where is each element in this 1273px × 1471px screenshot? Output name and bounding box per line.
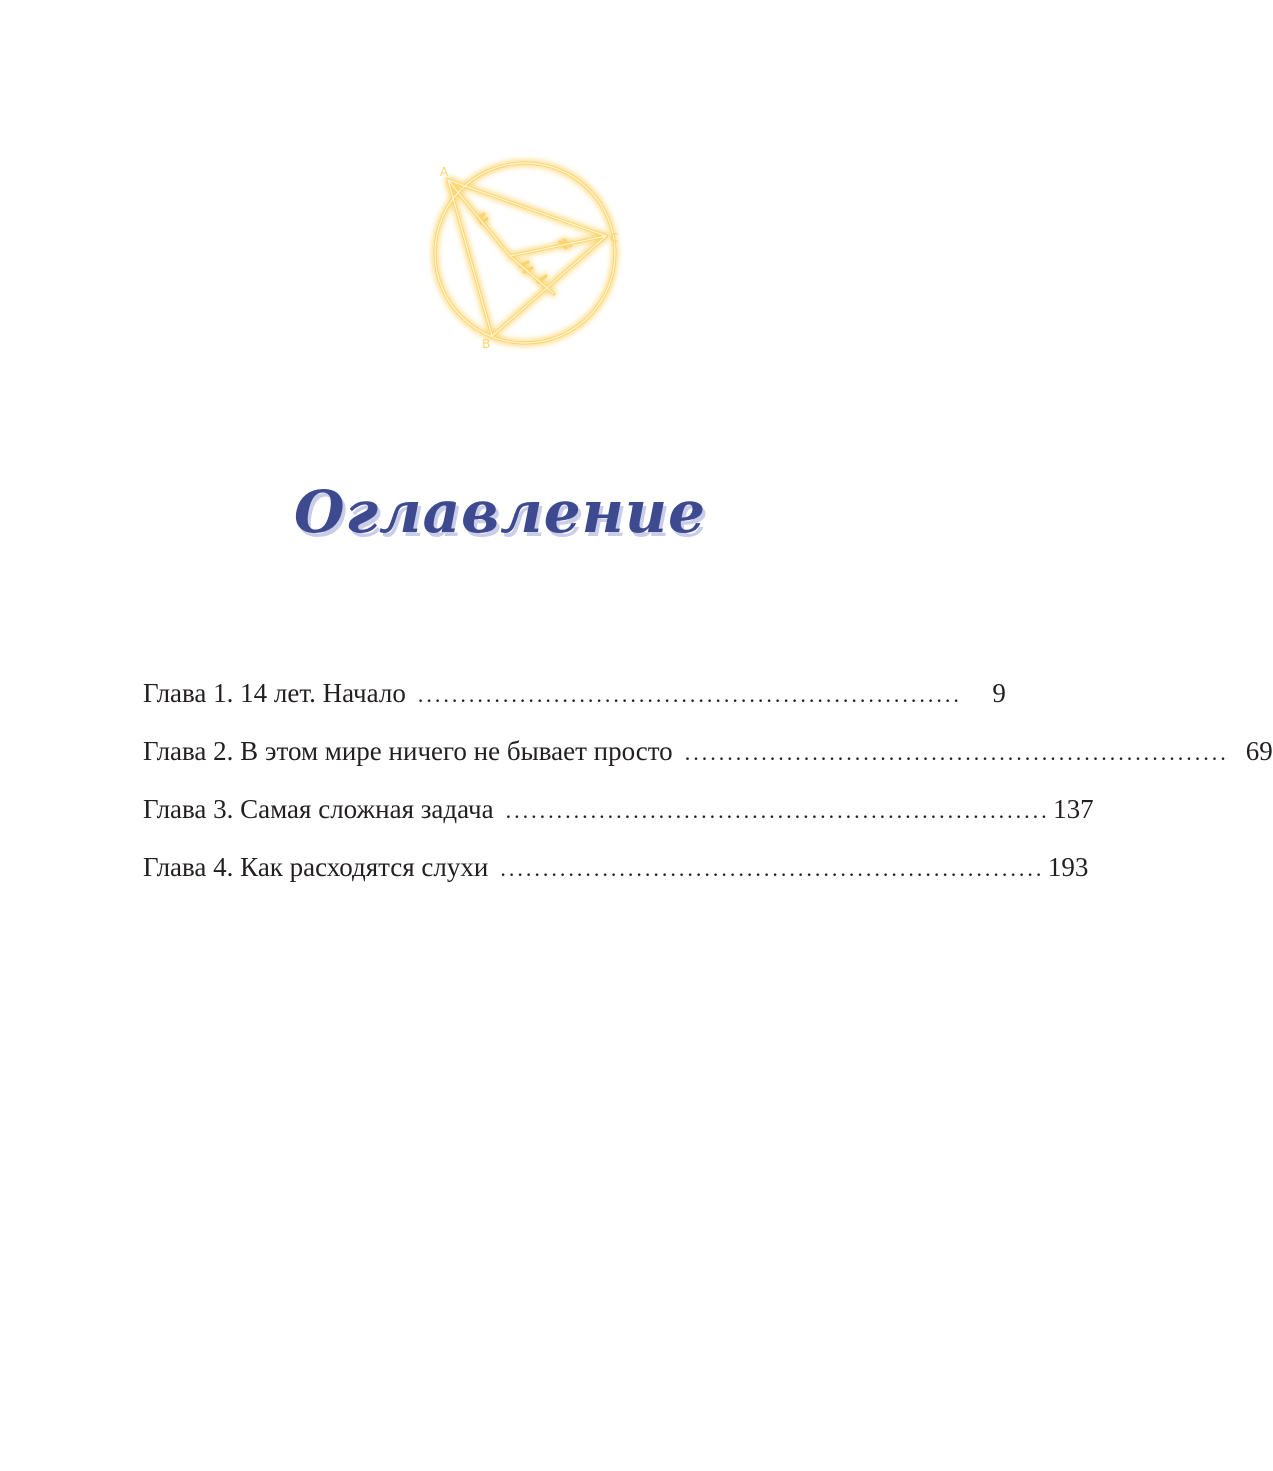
toc-entry-label: Глава 3. Самая сложная задача: [143, 794, 494, 824]
point-label-a: A: [440, 165, 449, 179]
point-label-b: B: [482, 337, 491, 351]
toc-entry-page: 193: [1047, 852, 1089, 882]
toc-entry[interactable]: [143, 722, 1273, 780]
toc-entry-page: 137: [1053, 794, 1094, 824]
geometry-circle-icon: [420, 148, 630, 358]
toc-entry[interactable]: [143, 664, 1006, 722]
dot-leader: ................................................................: [684, 740, 1229, 765]
table-of-contents: [143, 664, 1273, 896]
dot-leader: ................................................................: [417, 682, 962, 707]
toc-entry-label: Глава 4. Как расходятся слухи: [143, 852, 489, 882]
dot-leader: ................................................................: [505, 798, 1050, 823]
toc-entry[interactable]: [143, 780, 1094, 838]
dot-leader: ................................................................: [500, 856, 1045, 881]
point-label-c: C: [610, 231, 619, 245]
page-title: Оглавление: [294, 478, 706, 546]
toc-entry-label: Глава 2. В этом мире ничего не бывает просто: [143, 736, 673, 766]
toc-entry-label: Глава 1. 14 лет. Начало: [143, 678, 406, 708]
toc-entry-page: 9: [992, 678, 1006, 708]
toc-entry-page: 69: [1245, 736, 1273, 766]
toc-entry[interactable]: [143, 838, 1089, 896]
